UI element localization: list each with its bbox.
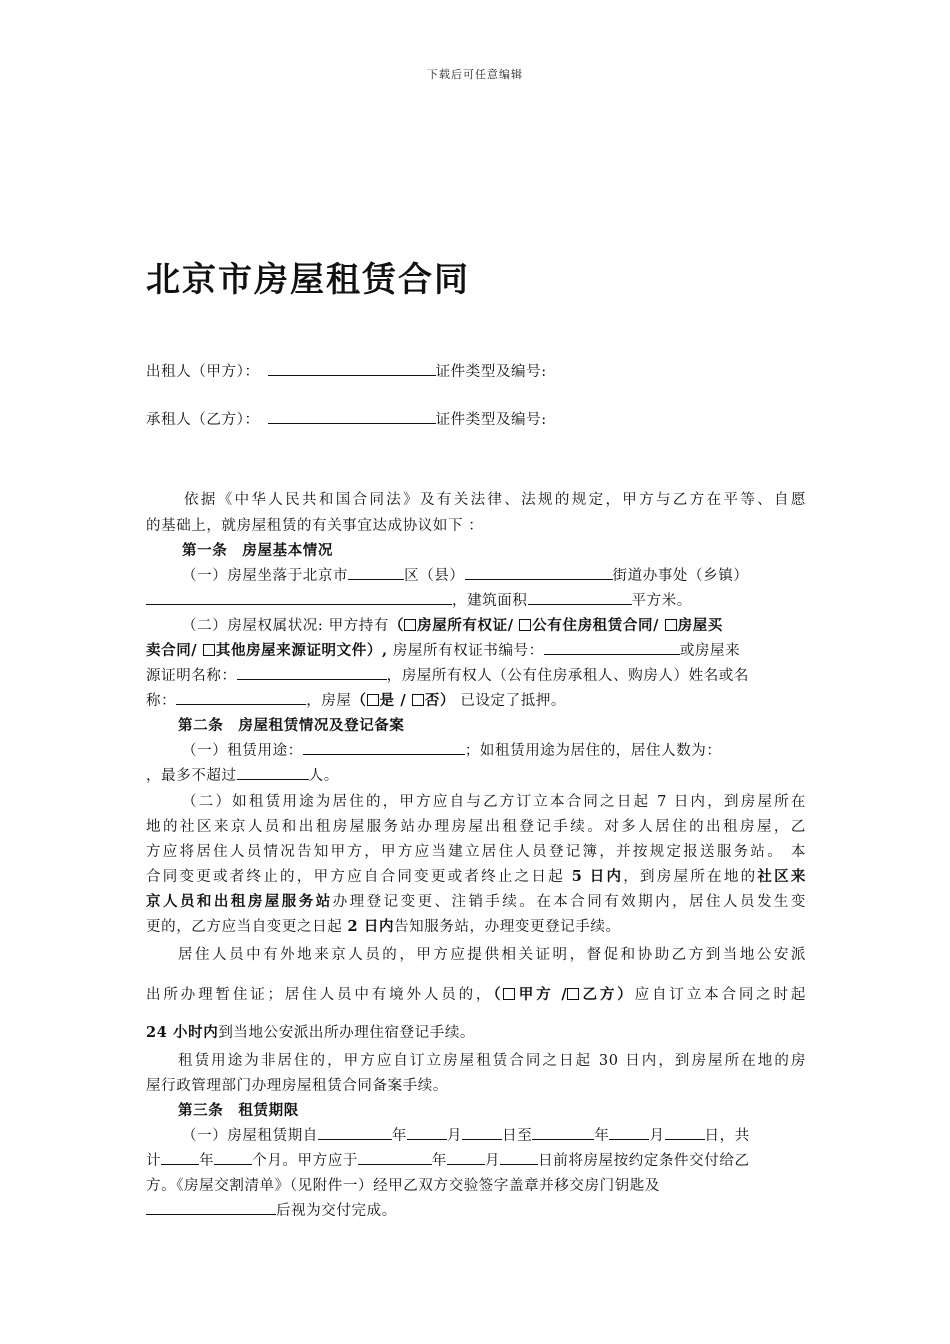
use-blank[interactable] — [303, 740, 465, 755]
cert-number-blank[interactable] — [544, 640, 680, 655]
lessor-id-label: 证件类型及编号: — [435, 364, 547, 380]
max-label: ，最多不超过 — [146, 768, 237, 784]
source-label: 或房屋来 — [679, 643, 741, 659]
p2l4-text-c: ，到房屋所在地的 — [623, 869, 758, 885]
art1-ownership-line-3 — [146, 664, 806, 688]
delivery-complete-text: 后视为交付完成。 — [276, 1203, 397, 1219]
art3-term-line-3: 方。《房屋交割清单》（见附件一）经甲乙双方交验签字盖章并移交房门钥匙及 — [146, 1178, 660, 1194]
lessee-id-label: 证件类型及编号: — [435, 412, 547, 428]
residents-label: ；如租赁用途为居住的，居住人数为： — [464, 743, 722, 759]
total-months-blank[interactable] — [214, 1150, 252, 1165]
art3-term-line-2 — [146, 1149, 806, 1173]
art2-p3-line-3 — [146, 1021, 806, 1045]
art1-location-text: （一）房屋坐落于北京市 — [182, 568, 349, 584]
lessee-label: 承租人（乙方）： — [146, 412, 260, 428]
option-no: 否） — [424, 692, 456, 709]
lessor-label: 出租人（甲方）： — [146, 364, 260, 380]
p3l2-text: 出所办理暂住证；居住人员中有境外人员的， — [146, 987, 494, 1003]
keys-blank[interactable] — [146, 1200, 276, 1215]
total-label: 计 — [146, 1153, 162, 1169]
option-ownership-cert: 房屋所有权证/ — [417, 617, 520, 634]
source-name-blank[interactable] — [237, 665, 387, 680]
art1-ownership-line-4 — [146, 689, 806, 713]
source-name-label: 源证明名称： — [146, 668, 237, 684]
option-yes: 是 / — [379, 692, 412, 709]
p3l2-text-e: 应自订立本合同之时起 — [634, 987, 807, 1003]
option-sales-contract: 房屋买 — [677, 617, 723, 634]
year-label-4: 年 — [431, 1153, 448, 1169]
option-sales-contract-cont: 卖合同/ — [146, 642, 203, 659]
month-label-2: 月 — [649, 1128, 665, 1144]
district-label: 区（县） — [404, 568, 465, 584]
intro-line-1: 依据《中华人民共和国合同法》及有关法律、法规的规定，甲方与乙方在平等、自愿 — [184, 492, 806, 508]
art2-p2-line-3: 方应将居住人员情况告知甲方，甲方应当建立居住人员登记簿，并按规定报送服务站。 本 — [146, 844, 806, 860]
sqm-label: 平方米。 — [631, 593, 692, 609]
checkbox-sales-contract[interactable] — [665, 619, 677, 631]
p2l5-text: 办理登记变更、注销手续。在本合同有效期内，居住人员发生变 — [332, 894, 806, 910]
header-note: 下载后可任意编辑 — [427, 68, 523, 81]
district-blank[interactable] — [348, 565, 404, 580]
intro-line-2: 的基础上，就房屋租赁的有关事宜达成协议如下 ： — [146, 518, 484, 534]
checkbox-mortgage-no[interactable] — [412, 694, 424, 706]
art3-term-line-4 — [146, 1199, 806, 1223]
checkbox-party-a[interactable] — [503, 988, 515, 1000]
start-day-blank[interactable] — [462, 1125, 502, 1140]
end-month-blank[interactable] — [609, 1125, 649, 1140]
month-label-3: 月 — [485, 1153, 501, 1169]
article-2-heading: 第二条 房屋租赁情况及登记备案 — [178, 717, 405, 734]
max-residents-blank[interactable] — [237, 765, 309, 780]
art1-location-line — [182, 564, 842, 588]
street-office-label: 街道办事处（乡镇） — [612, 568, 749, 584]
p2l4-5days: 5 日内 — [571, 868, 624, 885]
start-month-blank[interactable] — [407, 1125, 447, 1140]
art1-area-line — [146, 589, 806, 613]
p2l6-text-c: 告知服务站，办理变更登记手续。 — [394, 919, 621, 935]
delivery-text: 日前将房屋按约定条件交付给乙 — [538, 1153, 750, 1169]
lessee-line — [146, 408, 806, 432]
total-years-blank[interactable] — [161, 1150, 199, 1165]
option-other-docs: 其他房屋来源证明文件）, — [215, 642, 388, 659]
day-total-label: 日，共 — [704, 1128, 750, 1144]
document-title: 北京市房屋租赁合同 — [146, 260, 470, 300]
p3l3-text: 到当地公安派出所办理住宿登记手续。 — [218, 1025, 476, 1041]
checkbox-mortgage-yes[interactable] — [367, 694, 379, 706]
lessor-name-blank[interactable] — [268, 361, 436, 376]
art2-p2-line-5 — [146, 890, 806, 914]
art2-p2-line-4 — [146, 865, 806, 889]
checkbox-public-lease[interactable] — [519, 619, 531, 631]
checkbox-other-docs[interactable] — [203, 644, 215, 656]
art1-ownership-line-1 — [182, 614, 842, 638]
option-public-lease: 公有住房租赁合同/ — [532, 617, 665, 634]
p3l3-24h: 24 小时内 — [146, 1024, 219, 1041]
checkbox-ownership-cert[interactable] — [404, 619, 416, 631]
ownership-text: （二）房屋权属状况: 甲方持有 — [182, 618, 389, 634]
art2-p2-line-6 — [146, 915, 806, 939]
year-label: 年 — [391, 1128, 408, 1144]
owner-label: ，房屋所有权人（公有住房承租人、购房人）姓名或名 — [386, 668, 750, 684]
art2-p3-line-2 — [146, 983, 806, 1007]
checkbox-party-b[interactable] — [567, 988, 579, 1000]
art2-p4-line-1: 租赁用途为非居住的，甲方应自订立房屋租赁合同之日起 30 日内，到房屋所在地的房 — [178, 1053, 806, 1069]
street-blank[interactable] — [465, 565, 613, 580]
option-party-a: 甲方 / — [516, 986, 568, 1003]
paren-open: （ — [389, 617, 405, 634]
mortgage-label: ，房屋 — [306, 693, 352, 709]
persons-label: 人。 — [308, 768, 339, 784]
end-year-blank[interactable] — [532, 1125, 594, 1140]
article-1-heading: 第一条 房屋基本情况 — [182, 542, 333, 559]
p2l6-2days: 2 日内 — [347, 918, 395, 935]
p2l5-station: 京人员和出租房屋服务站 — [146, 893, 333, 910]
art2-use-line — [182, 739, 842, 763]
owner-name-blank[interactable] — [176, 690, 306, 705]
year-label-3: 年 — [199, 1153, 215, 1169]
art2-p2-line-1: （二）如租赁用途为居住的，甲方应自与乙方订立本合同之日起 7 日内，到房屋所在 — [182, 794, 806, 810]
mortgage-text: 已设定了抵押。 — [455, 693, 567, 709]
year-label-2: 年 — [594, 1128, 610, 1144]
delivery-month-blank[interactable] — [447, 1150, 485, 1165]
art2-p2-line-2: 地的社区来京人员和出租房屋服务站办理房屋出租登记手续。对多人居住的出租房屋，乙 — [146, 819, 806, 835]
mortgage-paren: （ — [351, 692, 367, 709]
term-label: （一）房屋租赁期自 — [182, 1128, 318, 1144]
area-blank[interactable] — [528, 590, 632, 605]
cert-number-label: 房屋所有权证书编号： — [387, 643, 544, 659]
lessee-name-blank[interactable] — [268, 409, 436, 424]
article-3-heading: 第三条 租赁期限 — [178, 1102, 299, 1119]
art2-p3-line-1: 居住人员中有外地来京人员的，甲方应提供相关证明，督促和协助乙方到当地公安派 — [178, 947, 806, 963]
use-label: （一）租赁用途： — [182, 743, 303, 759]
p2l4-text-a: 合同变更或者终止的，甲方应自合同变更或者终止之日起 — [146, 869, 572, 885]
delivery-day-blank[interactable] — [500, 1150, 538, 1165]
day-to-label: 日至 — [502, 1128, 533, 1144]
art3-term-line-1 — [182, 1124, 842, 1148]
start-year-blank[interactable] — [318, 1125, 392, 1140]
owner-name-label: 称： — [146, 693, 177, 709]
p3l2-paren: （ — [493, 986, 504, 1003]
art2-p4-line-2: 屋行政管理部门办理房屋租赁合同备案手续。 — [146, 1078, 448, 1094]
end-day-blank[interactable] — [665, 1125, 705, 1140]
art1-ownership-line-2 — [146, 639, 806, 663]
p2l6-text-a: 更的，乙方应当自变更之日起 — [146, 919, 348, 935]
area-label: ，建筑面积 — [452, 593, 528, 609]
art2-max-line — [146, 764, 806, 788]
address-blank[interactable] — [146, 590, 452, 605]
month-label: 月 — [447, 1128, 463, 1144]
delivery-label: 个月。甲方应于 — [252, 1153, 358, 1169]
option-party-b: 乙方） — [580, 986, 635, 1003]
lessor-line — [146, 360, 806, 384]
delivery-year-blank[interactable] — [358, 1150, 432, 1165]
p2l4-community: 社区来 — [757, 868, 806, 885]
